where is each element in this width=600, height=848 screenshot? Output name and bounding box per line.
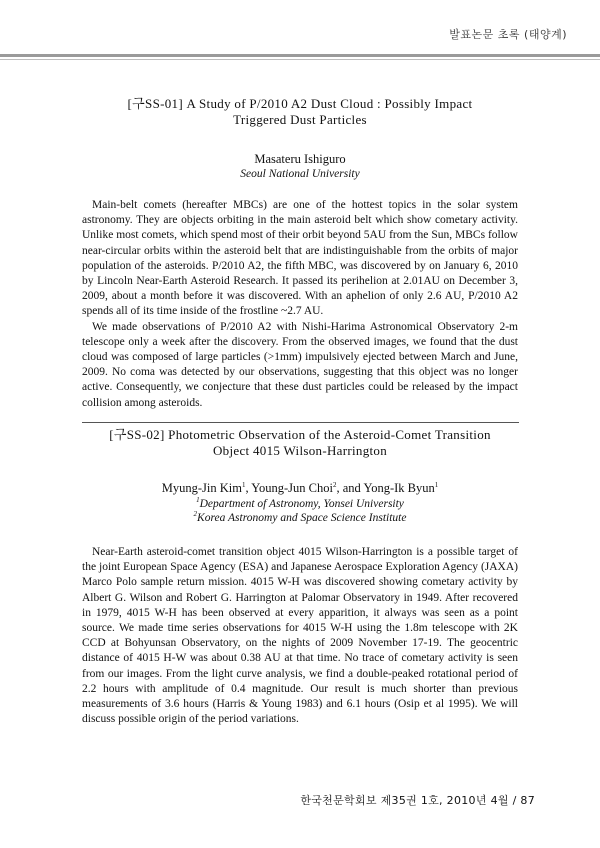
author-separator: , [245, 481, 252, 495]
abstract-authors [82, 481, 518, 496]
abstract-title-line1: [구SS-02] Photometric Observation of the Asteroid-Comet Transition [109, 427, 491, 442]
abstract-paragraph: We made observations of P/2010 A2 with Nishi-Harima Astronomical Observatory 2-m telescope only a week after the discovery. From the observed images, we found that the dust cloud was composed of large particles (>1mm) impulsively ejected between March and June, 2009. No coma was detected by our observations, suggesting that this object was no longer active. Consequently, we conjecture that these dust particles could be released by the impact collision among asteroids. [82, 320, 518, 409]
author-name: Young-Jun Choi [251, 481, 333, 495]
affiliation-mark: 2 [193, 510, 198, 519]
header-rule [0, 54, 600, 57]
page-header [0, 26, 600, 70]
author-affil-mark: 1 [434, 480, 439, 489]
section-divider [82, 422, 519, 423]
affiliation-text: Department of Astronomy, Yonsei University [199, 498, 404, 510]
abstract-title-line2: Object 4015 Wilson-Harrington [212, 443, 388, 458]
author-name: Yong-Ik Byun [363, 481, 435, 495]
header-rule-thin [0, 59, 600, 60]
abstract-title-line1: [구SS-01] A Study of P/2010 A2 Dust Cloud : Possibly Impact [127, 96, 473, 111]
author-affil-mark: 1 [241, 480, 246, 489]
abstract-body [82, 545, 518, 727]
abstract-paragraph: Near-Earth asteroid-comet transition object 4015 Wilson-Harrington is a possible target of the joint European Space Agency (ESA) and Japanese Aerospace Exploration Agency (JAXA) Marco Polo sample return mission. 4015 W-H was discovered showing cometary activity by Albert G. Wilson and Robert G. Harrington at Palomar Observatory in 1949. After recovered in 1979, 4015 W-H has been observed at every apparition, it always was seen as a point source. We made time series observations for 4015 W-H using the 1.8m telescope with 2K CCD at Bohyunsan Observatory, on the nights of 2009 November 17-19. The geocentric distance of 4015 H-W was about 0.38 AU at that time. No trace of cometary activity is seen from our images. From the light curve analysis, we find a double-peaked rotational period of 2.2 hours with amplitude of 0.4 magnitude. Our result is much shorter than previous measurements of 3.6 hours (Harris & Young 1983) and 6.1 hours (Osip et al 1995). We will discuss possible origin of the period variations. [82, 546, 518, 726]
abstract-paragraph: Main-belt comets (hereafter MBCs) are one of the hottest topics in the solar system astronomy. They are objects orbiting in the main asteroid belt which show cometary activity. Unlike most comets, which spend most of their orbit beyond 5AU from the Sun, MBCs follow near-circular orbits within the asteroid belt that are indistinguishable from the orbits of major population of the asteroids. P/2010 A2, the fifth MBC, was discovered by on January 6, 2010 by Lincoln Near-Earth Asteroid Research. It passed its perihelion at 2.01AU on December 3, 2009, about a month before it was discovered. With an aphelion of only 2.6 AU, P/2010 A2 spends all of its time inside of the frostline ~2.7 AU. [82, 199, 518, 318]
page-footer-citation: 한국천문학회보 제35권 1호, 2010년 4월 / 87 [300, 794, 535, 807]
author-affil-mark: 2 [332, 480, 337, 489]
abstract-author: Masateru Ishiguro [254, 152, 346, 166]
author-separator: , and [336, 481, 364, 495]
abstract-body [82, 198, 518, 411]
abstract-affiliation [82, 511, 518, 525]
abstract-ss-01 [82, 96, 518, 411]
affiliation-mark: 1 [196, 496, 200, 505]
abstract-title [82, 96, 518, 128]
abstract-affiliation: Seoul National University [240, 168, 360, 180]
abstract-ss-02 [82, 427, 518, 727]
abstract-title-line2: Triggered Dust Particles [233, 112, 367, 127]
affiliation-text: Korea Astronomy and Space Science Institute [197, 512, 407, 524]
abstract-affiliation [82, 497, 518, 511]
abstract-title [82, 427, 518, 459]
running-title: 발표논문 초록 (태양계) [449, 28, 567, 41]
author-name: Myung-Jin Kim [161, 481, 242, 495]
